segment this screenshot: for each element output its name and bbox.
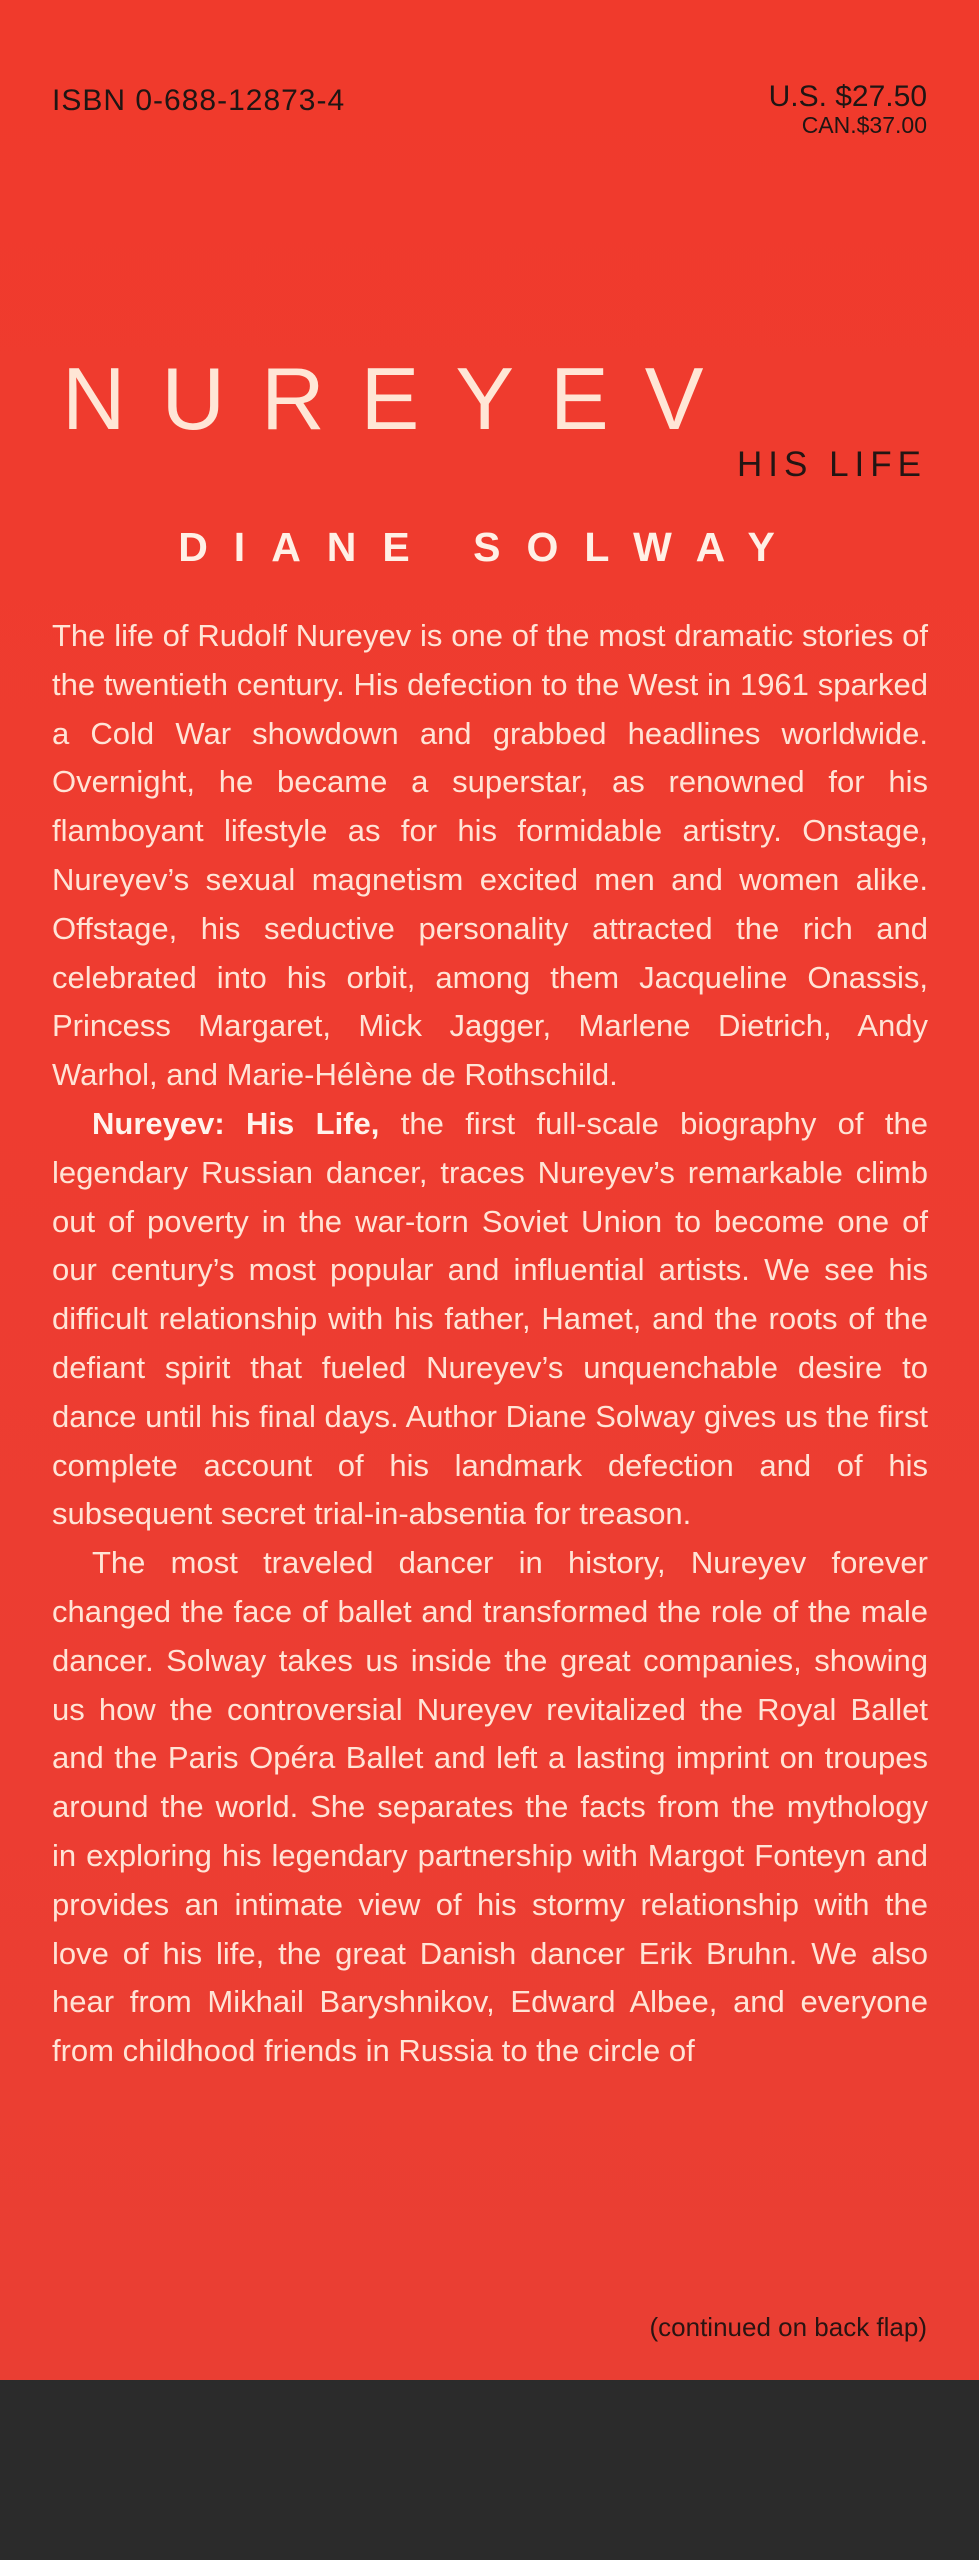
paragraph-2-text: the first full-scale biography of the legendary Russian dancer, traces Nureyev’s remarkable climb out of poverty in the war-torn Soviet Union to become one of our century’s most popular and influential artists. We see his difficult relationship with his father, Hamet, and the roots of the defiant spirit that fueled Nureyev’s unquenchable desire to dance until his final days. Author Diane Solway gives us the first complete account of his landmark defection and of his subsequent secret trial-in-absentia for treason.: [52, 1105, 928, 1532]
price-block: [769, 82, 927, 137]
continued-note: (continued on back flap): [649, 2312, 927, 2342]
paragraph-1: The life of Rudolf Nureyev is one of the most dramatic stories of the twentieth century. His defection to the West in 1961 sparked a Cold War showdown and grabbed headlines worldwide. Overnight, he became a superstar, as renowned for his flamboyant lifestyle as for his formidable artistry. Onstage, Nureyev’s sexual magnetism excited men and women alike. Offstage, his seductive personality attracted the rich and celebrated into his orbit, among them Jacqueline Onassis, Princess Margaret, Mick Jagger, Marlene Dietrich, Andy Warhol, and Marie-Hélène de Rothschild.: [52, 618, 928, 1093]
bottom-band: [0, 2380, 979, 2560]
author-name: DIANE SOLWAY: [178, 524, 801, 570]
book-subtitle: HIS LIFE: [737, 445, 927, 484]
price-us: U.S. $27.50: [768, 80, 927, 113]
price-can: CAN.$37.00: [801, 112, 927, 138]
flap-copy: [52, 612, 928, 2076]
isbn-number: ISBN 0-688-12873-4: [52, 84, 346, 117]
book-title-inline: Nureyev: His Life,: [92, 1105, 380, 1141]
book-title: NUREYEV: [62, 349, 740, 448]
paragraph-2: [52, 1100, 928, 1539]
paragraph-3: The most traveled dancer in history, Nureyev forever changed the face of ballet and transformed the role of the male dancer. Solway takes us inside the great companies, showing us how the controversial Nureyev revitalized the Royal Ballet and the Paris Opéra Ballet and left a lasting imprint on troupes around the world. She separates the facts from the mythology in exploring his legendary partnership with Margot Fonteyn and provides an intimate view of his stormy relationship with the love of his life, the great Danish dancer Erik Bruhn. We also hear from Mikhail Baryshnikov, Edward Albee, and everyone from childhood friends in Russia to the circle of: [52, 1545, 928, 2069]
